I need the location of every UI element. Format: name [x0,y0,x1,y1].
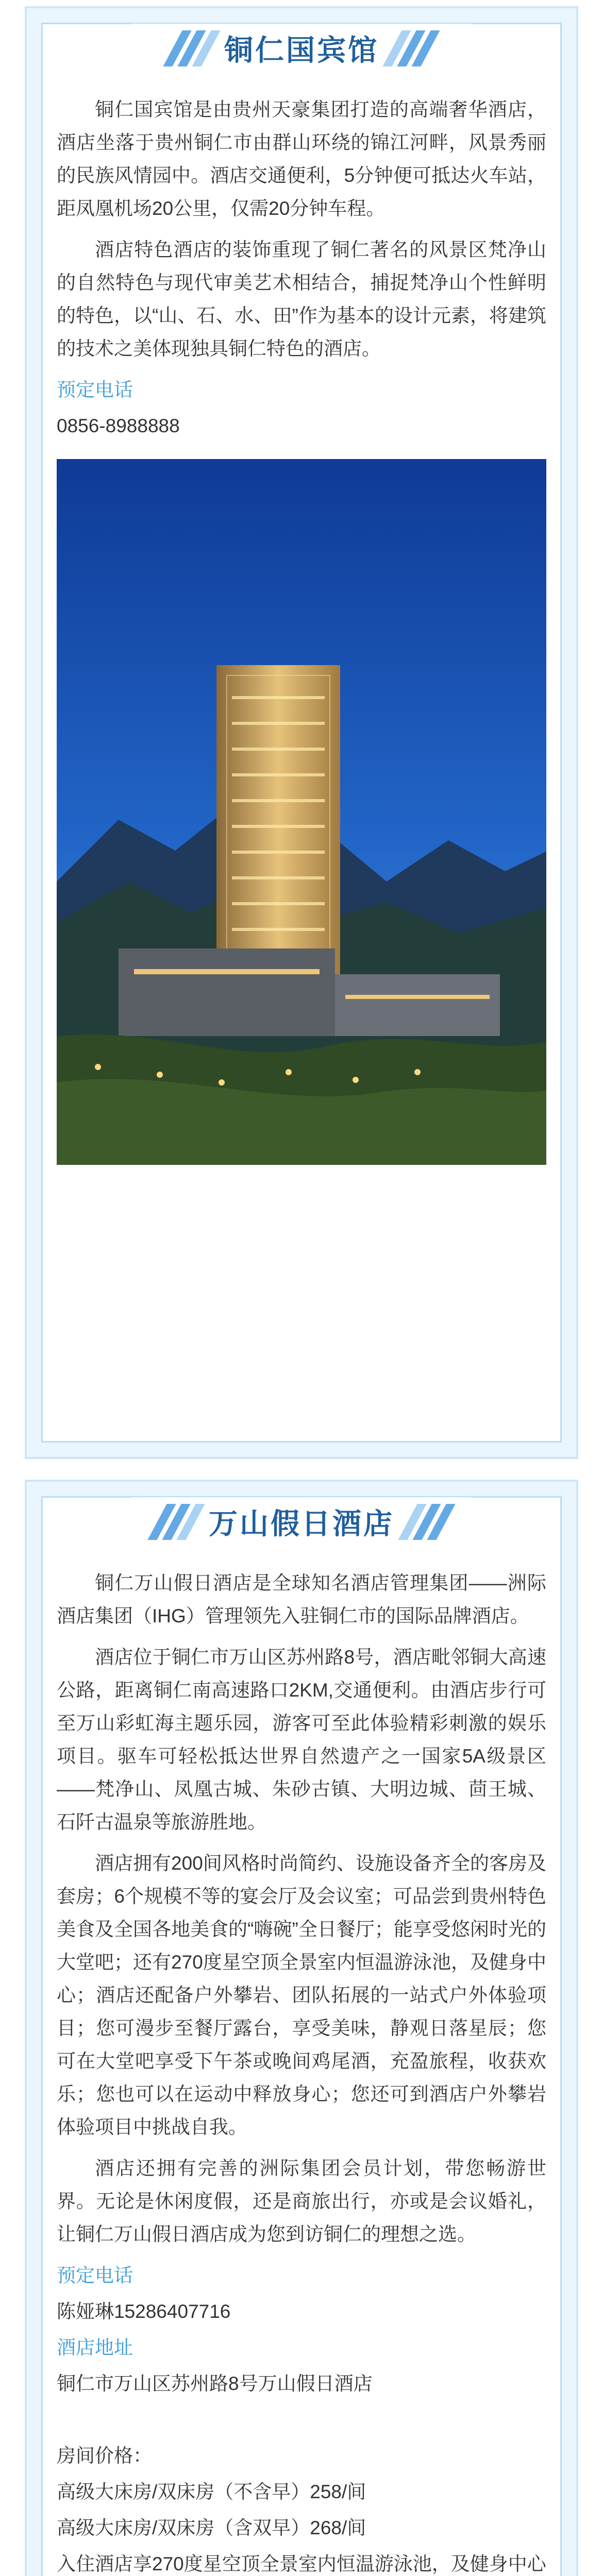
section-title-bar [131,1497,472,1547]
paragraph: 酒店特色酒店的装饰重现了铜仁著名的风景区梵净山的自然特色与现代审美艺术相结合，捕捉梵净山个性鲜明的特色，以“山、石、水、田”作为基本的设计元素，将建筑的技术之美体现独具铜仁特色的酒店。 [57,239,546,359]
address-text: 铜仁市万山区苏州路8号万山假日酒店 [57,2373,373,2394]
left-stripes-icon [157,1504,195,1540]
booking-phone-label: 预定电话 [57,2265,133,2286]
booking-phone-number[interactable]: 0856-8988888 [57,415,180,436]
booking-phone-label: 预定电话 [57,379,133,400]
price-item: 入住酒店享270度星空顶全景室内恒温游泳池，及健身中心 [57,2553,546,2574]
price-item: 高级大床房/双床房（含双早）268/间 [57,2517,366,2538]
section-title: 铜仁国宾馆 [224,34,379,66]
left-stripes-icon [173,30,211,66]
paragraph: 酒店位于铜仁市万山区苏州路8号，酒店毗邻铜大高速公路，距离铜仁南高速路口2KM,交通便利。由酒店步行可至万山彩虹海主题乐园，游客可至此体验精彩刺激的娱乐项目。驱车可轻松抵达世界自然遗产之一国家5A级景区——梵净山、凤凰古城、朱砂古镇、大明边城、茴王城、石阡古温泉等旅游胜地。 [57,1647,546,1833]
paragraph: 酒店拥有200间风格时尚简约、设施设备齐全的客房及套房；6个规模不等的宴会厅及会议室；可品尝到贵州特色美食及全国各地美食的“嗨碗”全日餐厅；能享受悠闲时光的大堂吧；还有270度星空顶全景室内恒温游泳池，及健身中心；酒店还配备户外攀岩、团队拓展的一站式户外体验项目；您可漫步至餐厅露台，享受美味，静观日落星辰；您可在大堂吧享受下午茶或晚间鸡尾酒，充盈旅程，收获欢乐；您也可以在运动中释放身心；您还可到酒店户外攀岩体验项目中挑战自我。 [57,1853,546,2138]
card-content [57,93,546,1165]
hotel-card-holiday-inn [25,1480,578,2576]
paragraph: 铜仁万山假日酒店是全球知名酒店管理集团——洲际酒店集团（IHG）管理领先入驻铜仁市的国际品牌酒店。 [57,1572,546,1626]
booking-phone-contact[interactable]: 陈娅琳15286407716 [57,2301,231,2322]
paragraph: 酒店还拥有完善的洲际集团会员计划，带您畅游世界。无论是休闲度假，还是商旅出行，亦或是会议婚礼，让铜仁万山假日酒店成为您到访铜仁的理想之选。 [57,2158,546,2245]
section-title-bar [131,24,472,73]
hotel-card-guobinguan [25,6,578,1459]
hotel-night-photo [57,459,546,1165]
right-stripes-icon [408,1504,446,1540]
price-label: 房间价格： [57,2445,152,2466]
card-content [57,1567,546,2576]
price-item: 高级大床房/双床房（不含早）258/间 [57,2481,366,2502]
hotel-photo-guobinguan [57,459,546,1165]
section-title: 万山假日酒店 [209,1507,394,1540]
address-label: 酒店地址 [57,2337,133,2358]
right-stripes-icon [392,30,430,66]
paragraph: 铜仁国宾馆是由贵州天豪集团打造的高端奢华酒店，酒店坐落于贵州铜仁市由群山环绕的锦江河畔，风景秀丽的民族风情园中。酒店交通便利，5分钟便可抵达火车站，距凤凰机场20公里，仅需20分钟车程。 [57,99,546,219]
